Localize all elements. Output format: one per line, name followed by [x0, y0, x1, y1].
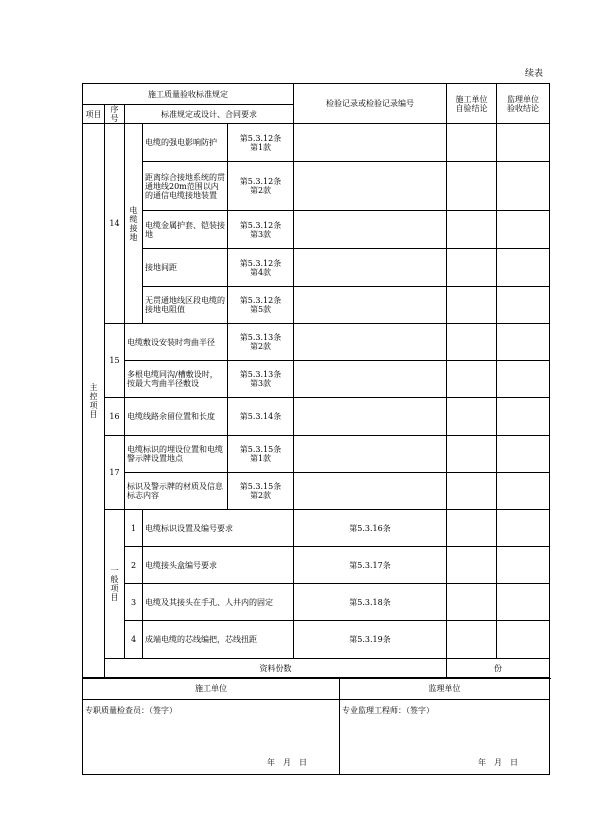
record-cell[interactable] — [294, 361, 447, 398]
construction-result-cell[interactable] — [447, 162, 497, 211]
copies-unit: 份 — [494, 664, 502, 673]
construction-result-cell[interactable] — [447, 211, 497, 249]
clause-cell: 第5.3.13条 第3款 — [228, 361, 294, 398]
clause-cell: 第5.3.12条 第1款 — [228, 124, 294, 162]
clause-cell: 第5.3.16条 — [294, 510, 447, 547]
record-cell[interactable] — [294, 398, 447, 436]
supervision-unit-header: 监理单位 — [340, 678, 550, 700]
requirement-cell: 成端电缆的芯线编把，芯线扭距 — [143, 621, 294, 659]
engineer-label: 专业监理工程师：（签字） — [342, 706, 434, 715]
supervision-result-cell[interactable] — [497, 436, 550, 473]
record-cell[interactable] — [294, 436, 447, 473]
record-cell[interactable] — [294, 249, 447, 287]
requirement-cell: 电缆标识设置及编号要求 — [143, 510, 294, 547]
requirement-cell: 电缆线路余留位置和长度 — [125, 398, 228, 436]
requirement-cell: 电缆接头盒编号要求 — [143, 547, 294, 584]
clause-cell: 第5.3.18条 — [294, 584, 447, 621]
engineer-sign-area[interactable] — [340, 700, 550, 775]
construction-result-cell[interactable] — [447, 249, 497, 287]
record-cell[interactable] — [447, 584, 497, 621]
construction-result-cell[interactable] — [447, 473, 497, 510]
seq-header: 序号 — [105, 105, 125, 124]
record-cell[interactable] — [447, 510, 497, 547]
date-left: 年 月 日 — [267, 758, 307, 767]
seq-cell: 4 — [125, 621, 143, 659]
record-cell[interactable] — [447, 621, 497, 659]
inspector-label: 专职质量检查员：（签字） — [85, 706, 177, 715]
requirement-cell: 标识及警示牌的材质及信息标志内容 — [125, 473, 228, 510]
seq-cell: 16 — [105, 398, 125, 436]
seq-cell: 3 — [125, 584, 143, 621]
record-cell[interactable] — [294, 162, 447, 211]
clause-cell: 第5.3.13条 第2款 — [228, 324, 294, 361]
construction-unit-header: 施工单位 — [83, 678, 340, 700]
construction-result-cell[interactable] — [447, 398, 497, 436]
seq-cell: 2 — [125, 547, 143, 584]
record-cell[interactable] — [294, 324, 447, 361]
clause-cell: 第5.3.17条 — [294, 547, 447, 584]
supervision-result-cell[interactable] — [497, 473, 550, 510]
requirement-cell: 电缆金属护套、铠装接地 — [143, 211, 228, 249]
construction-conclusion-header: 施工单位 自验结论 — [447, 84, 497, 124]
supervision-result-cell[interactable] — [497, 124, 550, 162]
supervision-result-cell[interactable] — [497, 162, 550, 211]
record-cell[interactable] — [294, 211, 447, 249]
record-cell[interactable] — [294, 124, 447, 162]
seq-cell: 14 — [105, 124, 125, 324]
copies-label: 资料份数 — [105, 659, 447, 679]
clause-cell: 第5.3.15条 第1款 — [228, 436, 294, 473]
clause-cell: 第5.3.12条 第3款 — [228, 211, 294, 249]
construction-result-cell[interactable] — [447, 436, 497, 473]
clause-cell: 第5.3.12条 第4款 — [228, 249, 294, 287]
supervision-result-cell[interactable] — [497, 287, 550, 324]
acceptance-table — [82, 83, 550, 679]
supervision-result-cell[interactable] — [497, 211, 550, 249]
requirement-cell: 电缆及其接头在手孔、人井内的固定 — [143, 584, 294, 621]
clause-cell: 第5.3.12条 第2款 — [228, 162, 294, 211]
clause-cell: 第5.3.14条 — [228, 398, 294, 436]
clause-cell: 第5.3.19条 — [294, 621, 447, 659]
supervision-result-cell[interactable] — [497, 249, 550, 287]
record-header: 检验记录或检验记录编号 — [294, 84, 447, 124]
cable-grounding-group: 电缆接地 — [125, 124, 143, 324]
general-group: 一般项目 — [105, 510, 125, 659]
construction-result-cell[interactable] — [447, 124, 497, 162]
clause-cell: 第5.3.15条 第2款 — [228, 473, 294, 510]
requirement-cell: 距离综合接地系统的贯通地线20m范围以内的通信电缆接地装置 — [143, 162, 228, 211]
record-cell[interactable] — [447, 547, 497, 584]
standard-group-header: 施工质量验收标准规定 — [83, 84, 294, 105]
item-header: 项目 — [83, 105, 105, 124]
requirement-cell: 电缆敷设安装时弯曲半径 — [125, 324, 228, 361]
record-cell[interactable] — [294, 287, 447, 324]
copies-value[interactable] — [447, 659, 550, 679]
requirement-cell: 电缆的强电影响防护 — [143, 124, 228, 162]
record-cell[interactable] — [294, 473, 447, 510]
seq-cell: 1 — [125, 510, 143, 547]
signature-table — [82, 677, 550, 775]
construction-result-cell[interactable] — [447, 324, 497, 361]
supervision-result-cell[interactable] — [497, 361, 550, 398]
date-right: 年 月 日 — [478, 758, 518, 767]
requirement-cell: 无贯通地线区段电缆的接地电阻值 — [143, 287, 228, 324]
requirement-cell: 电缆标识的埋设位置和电缆警示牌设置地点 — [125, 436, 228, 473]
construction-result-cell[interactable] — [447, 287, 497, 324]
main-control-group: 主控项目 — [83, 124, 105, 679]
construction-result-cell[interactable] — [447, 361, 497, 398]
clause-cell: 第5.3.12条 第5款 — [228, 287, 294, 324]
requirement-cell: 接地间距 — [143, 249, 228, 287]
construction-result-cell[interactable] — [497, 547, 550, 584]
supervision-result-cell[interactable] — [497, 398, 550, 436]
construction-result-cell[interactable] — [497, 584, 550, 621]
supervision-conclusion-header: 监理单位 验收结论 — [497, 84, 550, 124]
seq-cell: 17 — [105, 436, 125, 510]
requirement-header: 标准规定或设计、合同要求 — [125, 105, 294, 124]
construction-result-cell[interactable] — [497, 510, 550, 547]
continued-label: 续表 — [525, 69, 544, 79]
inspector-sign-area[interactable] — [83, 700, 340, 775]
supervision-result-cell[interactable] — [497, 324, 550, 361]
construction-result-cell[interactable] — [497, 621, 550, 659]
requirement-cell: 多根电缆同沟/槽敷设时，按最大弯曲半径敷设 — [125, 361, 228, 398]
seq-cell: 15 — [105, 324, 125, 398]
